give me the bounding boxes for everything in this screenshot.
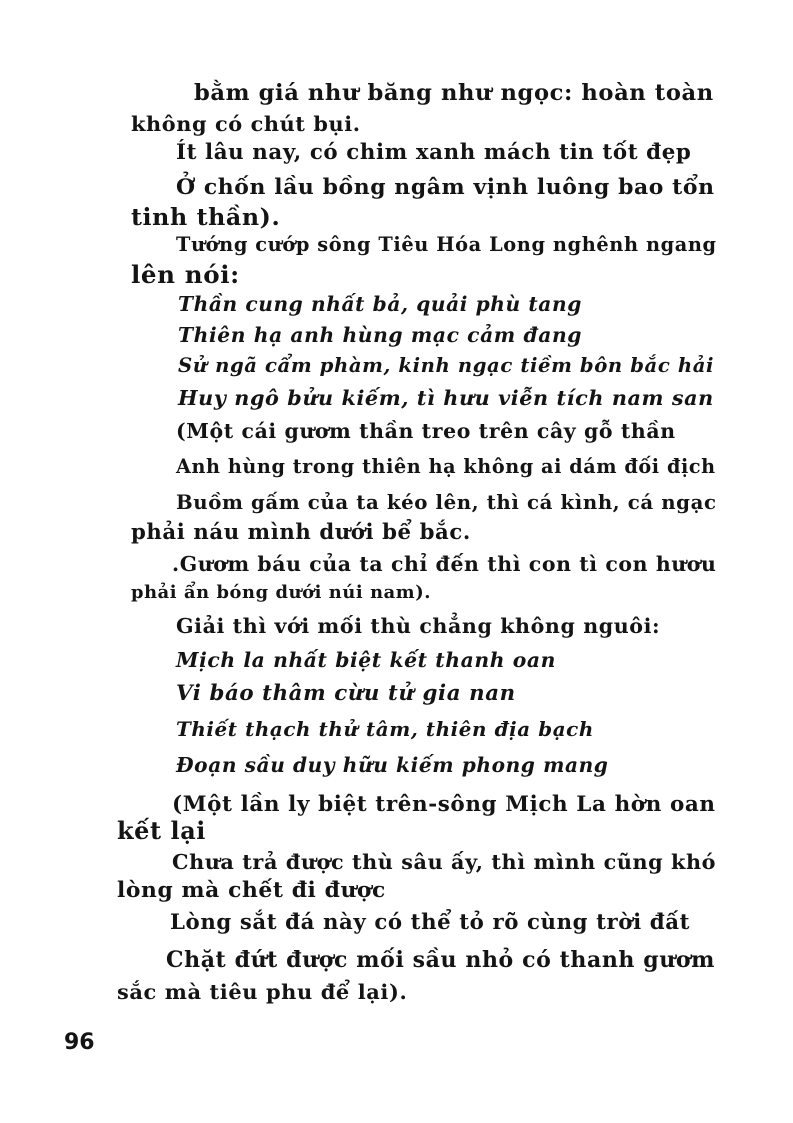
text-line: sắc mà tiêu phu để lại). [117,979,408,1004]
text-line: kết lại [117,817,206,845]
text-line: Tướng cướp sông Tiêu Hóa Long nghênh ngang [176,233,717,256]
text-line: không có chút bụi. [131,111,361,136]
text-line: Anh hùng trong thiên hạ không ai dám đối địch [176,455,716,478]
verse-line: Sử ngã cẩm phàm, kinh ngạc tiềm bôn bắc hải [178,354,715,377]
page-number: 96 [64,1030,95,1055]
text-line: Chặt đứt được mối sầu nhỏ có thanh gươm [166,947,715,973]
text-line: (Một lần ly biệt trên-sông Mịch La hờn oan [172,792,716,817]
text-line: Buồm gấm của ta kéo lên, thì cá kình, cá ngạc [176,490,717,514]
text-line: phải ẩn bóng dưới núi nam). [131,582,432,603]
text-line: lòng mà chết đi được [117,878,386,903]
text-line: Lòng sắt đá này có thể tỏ rõ cùng trời đất [170,910,690,935]
text-line: Giải thì với mối thù chẳng không nguôi: [176,614,661,638]
text-line: phải náu mình dưới bể bắc. [131,519,471,544]
text-line: .Gươm báu của ta chỉ đến thì con tì con hươu [172,552,717,576]
text-line: tinh thần). [131,203,281,231]
text-line: Ở chốn lầu bồng ngâm vịnh luông bao tổn [176,174,715,200]
verse-line: Thiên hạ anh hùng mạc cảm đang [178,323,583,347]
verse-line: Thiết thạch thử tâm, thiên địa bạch [176,717,594,741]
verse-line: Mịch la nhất biệt kết thanh oan [176,648,556,672]
text-line: Chưa trả được thù sâu ấy, thì mình cũng khó [172,850,717,874]
verse-line: Vi báo thâm cừu tử gia nan [176,681,516,706]
text-line: Ít lâu nay, có chim xanh mách tin tốt đẹp [176,140,692,165]
text-line: lên nói: [131,260,240,289]
verse-line: Huy ngô bửu kiếm, tì hưu viễn tích nam san [178,386,714,410]
text-line: bằm giá như băng như ngọc: hoàn toàn [194,80,714,106]
text-line: (Một cái gươm thần treo trên cây gỗ thần [176,419,676,443]
verse-line: Thần cung nhất bả, quải phù tang [178,292,582,316]
verse-line: Đoạn sầu duy hữu kiếm phong mang [176,753,609,777]
